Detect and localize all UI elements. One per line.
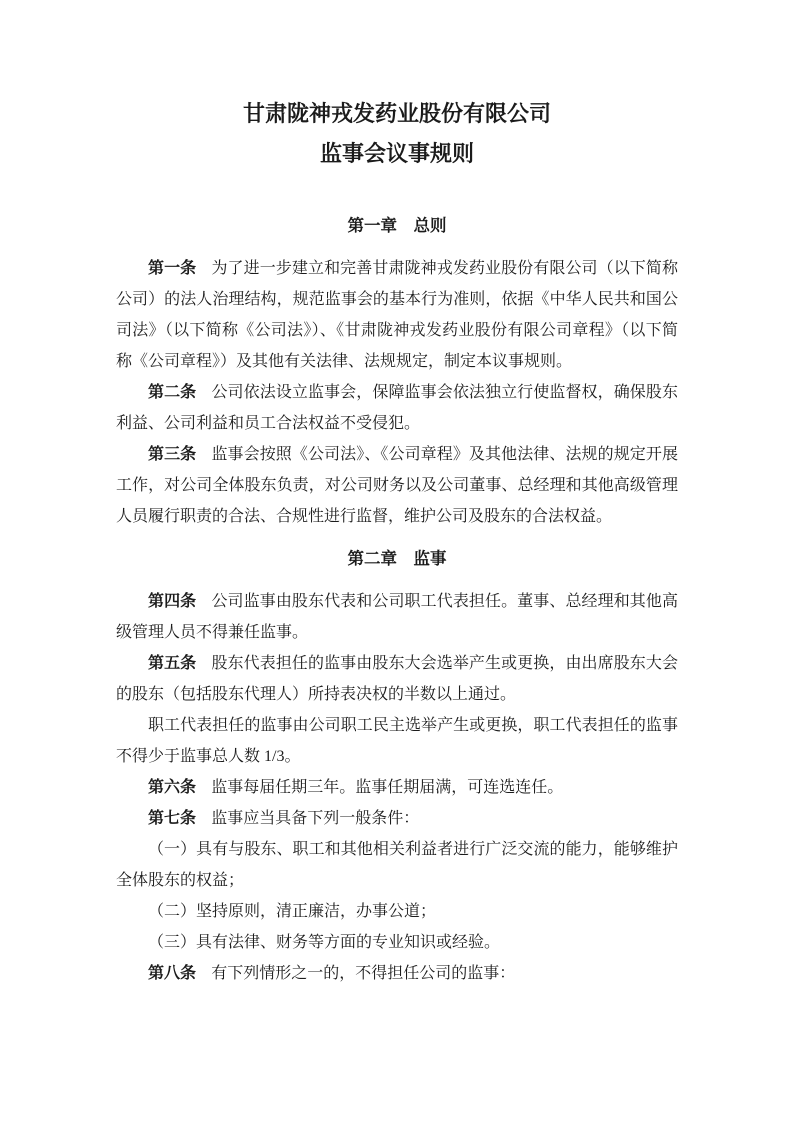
clause-paragraph xyxy=(116,896,678,927)
doc-title-rules: 监事会议事规则 xyxy=(319,141,474,166)
chapter-heading: 第一章 总则 xyxy=(347,216,447,235)
clause-text: （二）坚持原则，清正廉洁，办事公道； xyxy=(148,903,437,920)
clause-text: 有下列情形之一的，不得担任公司的监事： xyxy=(211,965,516,982)
clause-text: 监事每届任期三年。监事任期届满，可连选连任。 xyxy=(211,779,564,796)
clause-number: 第一条 xyxy=(148,260,197,277)
clause-text: 公司监事由股东代表和公司职工代表担任。董事、总经理和其他高级管理人员不得兼任监事。 xyxy=(116,593,678,641)
clause-paragraph xyxy=(116,803,678,834)
clause-paragraph xyxy=(116,439,678,532)
document-header xyxy=(116,94,678,174)
clause-number: 第三条 xyxy=(148,446,197,463)
clause-paragraph xyxy=(116,927,678,958)
clause-paragraph xyxy=(116,710,678,772)
clause-text: 公司依法设立监事会，保障监事会依法独立行使监督权，确保股东利益、公司利益和员工合法权益不受侵犯。 xyxy=(116,384,678,432)
clause-text: 职工代表担任的监事由公司职工民主选举产生或更换，职工代表担任的监事不得少于监事总人数 1/3。 xyxy=(116,717,678,765)
chapter-section xyxy=(116,210,678,532)
clause-paragraph xyxy=(116,772,678,803)
clause-paragraph xyxy=(116,648,678,710)
clause-number: 第二条 xyxy=(148,384,197,401)
clause-text: （三）具有法律、财务等方面的专业知识或经验。 xyxy=(148,934,501,951)
clause-number: 第六条 xyxy=(148,779,197,796)
clause-paragraph xyxy=(116,586,678,648)
clause-paragraph xyxy=(116,834,678,896)
chapter-heading: 第二章 监事 xyxy=(347,549,447,568)
clause-number: 第五条 xyxy=(148,655,197,672)
clause-number: 第七条 xyxy=(148,810,197,827)
chapter-section xyxy=(116,543,678,989)
document-body xyxy=(116,210,678,989)
clause-number: 第八条 xyxy=(148,965,197,982)
clause-text: 股东代表担任的监事由股东大会选举产生或更换，由出席股东大会的股东（包括股东代理人）所持表决权的半数以上通过。 xyxy=(116,655,678,703)
clause-paragraph xyxy=(116,958,678,989)
clause-paragraph xyxy=(116,377,678,439)
clause-paragraph xyxy=(116,253,678,377)
clause-text: 为了进一步建立和完善甘肃陇神戎发药业股份有限公司（以下简称公司）的法人治理结构，规范监事会的基本行为准则，依据《中华人民共和国公司法》（以下简称《公司法》）、《甘肃陇神戎发药业股份有限公司章程》（以下简称《公司章程》）及其他有关法律、法规规定，制定本议事规则。 xyxy=(116,260,678,370)
doc-title-company: 甘肃陇神戎发药业股份有限公司 xyxy=(242,101,551,126)
clause-number: 第四条 xyxy=(148,593,197,610)
clause-text: 监事会按照《公司法》、《公司章程》及其他法律、法规的规定开展工作，对公司全体股东负责，对公司财务以及公司董事、总经理和其他高级管理人员履行职责的合法、合规性进行监督，维护公司及股东的合法权益。 xyxy=(116,446,678,525)
clause-text: （一）具有与股东、职工和其他相关利益者进行广泛交流的能力，能够维护全体股东的权益； xyxy=(116,841,678,889)
clause-text: 监事应当具备下列一般条件： xyxy=(211,810,420,827)
